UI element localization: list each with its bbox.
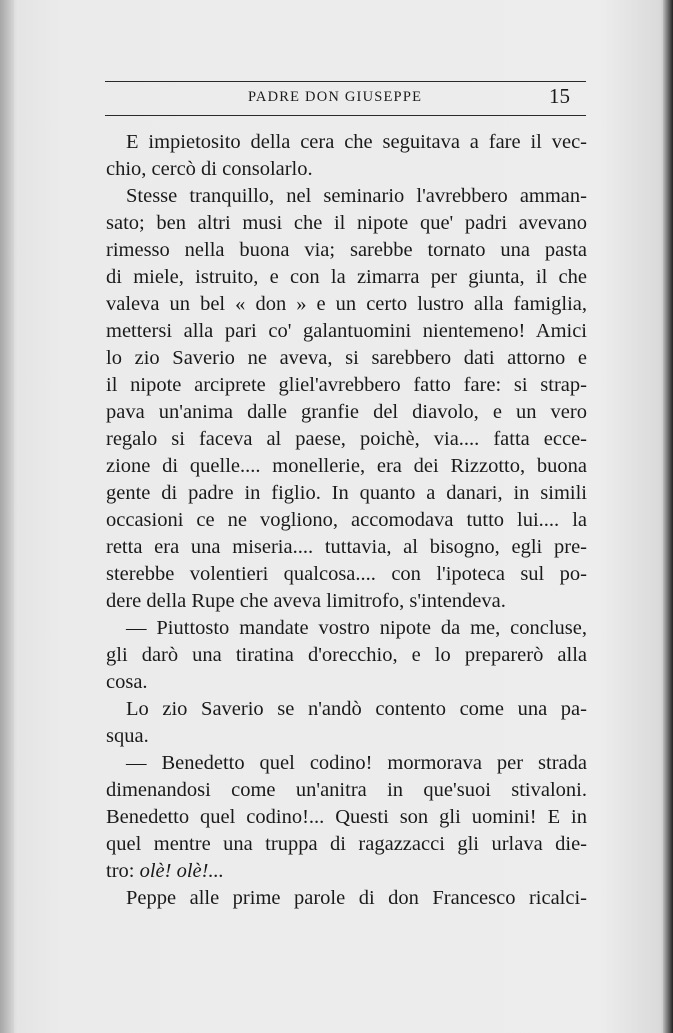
text-line: E impietosito della cera che seguitava a fare il vec- (126, 131, 587, 153)
text-line: gli darò una tiratina d'orecchio, e lo preparerò alla (106, 644, 587, 666)
text-line: chio, cercò di consolarlo. (106, 158, 313, 180)
text-line: Benedetto quel codino!... Questi son gli uomini! E in (106, 806, 587, 828)
text-line: — Benedetto quel codino! mormorava per strada (126, 752, 587, 774)
text-line: Lo zio Saverio se n'andò contento come una pa- (126, 698, 587, 720)
header-rule-top (105, 81, 586, 82)
text-line: sato; ben altri musi che il nipote que' padri avevano (106, 212, 587, 234)
text-line: retta era una miseria.... tuttavia, al bisogno, egli pre- (106, 536, 587, 558)
text-line: occasioni ce ne vogliono, accomodava tutto lui.... la (106, 509, 587, 531)
running-title: PADRE DON GIUSEPPE (248, 89, 423, 105)
text-span: tro: (106, 860, 140, 882)
text-line: gente di padre in figlio. In quanto a danari, in simili (106, 482, 587, 504)
text-line: pava un'anima dalle granfie del diavolo, e un vero (106, 401, 587, 423)
page-right-shadow (663, 0, 673, 1033)
text-line: squa. (106, 725, 149, 747)
page-number: 15 (549, 84, 570, 108)
text-line: Stesse tranquillo, nel seminario l'avrebbero amman- (126, 185, 587, 207)
text-line: mettersi alla pari co' galantuomini nientemeno! Amici (106, 320, 587, 342)
text-line: — Piuttosto mandate vostro nipote da me, concluse, (126, 617, 587, 639)
text-line: di miele, istruito, e con la zimarra per giunta, il che (106, 266, 587, 288)
text-line: dimenandosi come un'anitra in que'suoi stivaloni. (106, 779, 587, 801)
text-line: quel mentre una truppa di ragazzacci gli urlava die- (106, 833, 587, 855)
text-line: zione di quelle.... monellerie, era dei Rizzotto, buona (106, 455, 587, 477)
text-line (106, 858, 587, 885)
text-line: Peppe alle prime parole di don Francesco ricalci- (126, 887, 587, 909)
text-line: dere della Rupe che aveva limitrofo, s'intendeva. (106, 590, 506, 612)
text-line: lo zio Saverio ne aveva, si sarebbero dati attorno e (106, 347, 587, 369)
text-line: rimesso nella buona via; sarebbe tornato una pasta (106, 239, 587, 261)
italic-exclamation: olè! olè!... (139, 860, 224, 882)
text-line: valeva un bel « don » e un certo lustro alla famiglia, (106, 293, 587, 315)
text-line: il nipote arciprete gliel'avrebbero fatto fare: si strap- (106, 374, 587, 396)
text-line: cosa. (106, 671, 148, 693)
text-line: regalo si faceva al paese, poichè, via.... fatta ecce- (106, 428, 587, 450)
header-rule-bottom (105, 115, 586, 116)
page-left-shadow (0, 0, 14, 1033)
text-line: sterebbe volentieri qualcosa.... con l'ipoteca sul po- (106, 563, 587, 585)
